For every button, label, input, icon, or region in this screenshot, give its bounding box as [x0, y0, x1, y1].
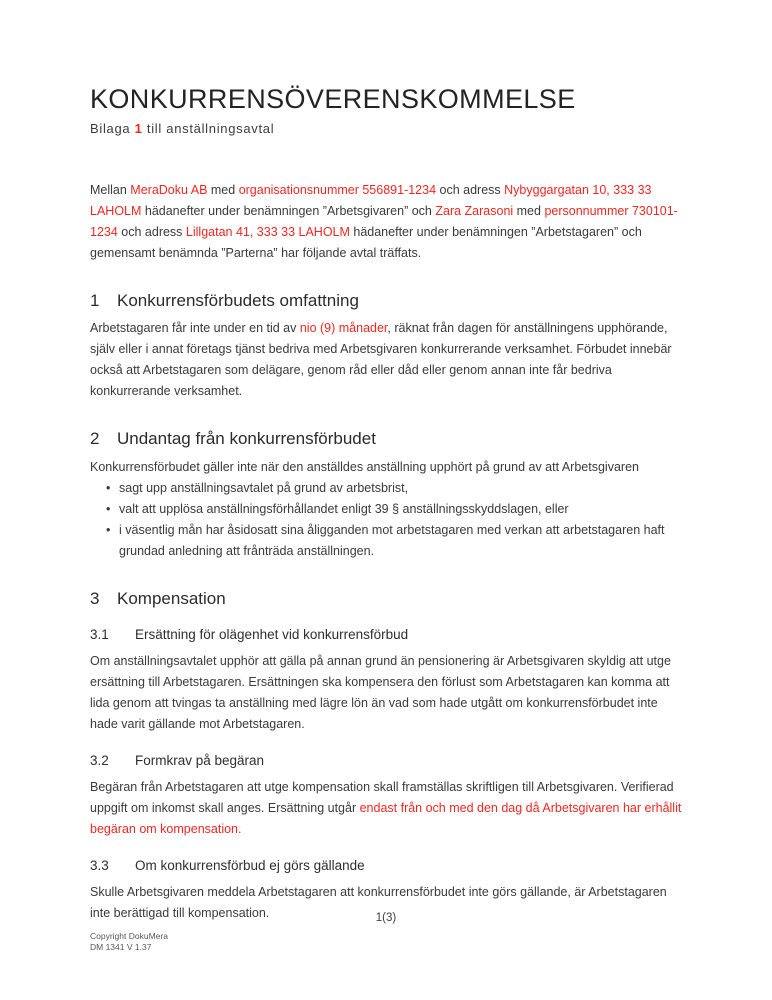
subtitle-text-pre: Bilaga: [90, 120, 135, 136]
section-2-paragraph: Konkurrensförbudet gäller inte när den anställdes anställning upphört på grund av att Arbetsgivaren: [90, 459, 639, 474]
text-segment: Begäran från Arbetstagaren att utge kompensation skall framställas skriftligen till Arbetsgivaren. Verifierad uppgift om inkomst skall anges. Ersättning utgår: [90, 779, 674, 815]
text-segment: Mellan: [90, 182, 131, 197]
section-number: 2: [90, 429, 100, 449]
section-heading-text: Kompensation: [117, 588, 226, 608]
subsection-heading-text: Om konkurrensförbud ej görs gällande: [135, 857, 365, 873]
exceptions-list: [90, 478, 684, 562]
subsection-number: 3.1: [90, 627, 109, 643]
section-heading-text: Undantag från konkurrensförbudet: [117, 429, 376, 449]
text-segment: och adress: [117, 224, 186, 239]
list-item: [90, 478, 684, 499]
text-segment: hädanefter under benämningen ”Arbetstagaren” och gemensamt benämnda ”Parterna” har följande avtal träffats.: [90, 224, 642, 260]
text-segment: och adress: [436, 182, 505, 197]
text-segment: hädanefter under benämningen ”Arbetsgivaren” och: [141, 203, 436, 218]
employee-name-field: Zara Zarasoni: [435, 203, 514, 218]
document-subtitle: [90, 121, 684, 136]
copyright-notice: [90, 931, 168, 952]
section-number: 1: [90, 290, 100, 310]
compensation-condition-field: endast från och med den dag då Arbetsgivaren har erhållit begäran om kompensation.: [90, 800, 682, 836]
company-name-field: MeraDoku AB: [130, 182, 208, 197]
text-segment: Arbetstagaren får inte under en tid av: [90, 321, 300, 336]
section-1-heading: [90, 291, 684, 311]
document-version: DM 1341 V 1.37: [90, 941, 152, 952]
text-segment: , räknat från dagen för anställningens upphörande, själv eller i annat företags tjänst bedriva med Arbetsgivaren konkurrerande verksamhet. Förbudet innebär också att Arbetstagaren som delägare, genom råd eller dåd eller genom annan inte får bedriva konkurrerande verksamhet.: [90, 321, 672, 399]
page-number: 1(3): [375, 912, 397, 924]
list-item-text: • i väsentlig mån har åsidosatt sina åligganden mot arbetstagaren med verkan att arbetstagaren haft grundad anledning att frånträda anställningen.: [119, 522, 665, 558]
list-item-text: • sagt upp anställningsavtalet på grund av arbetsbrist,: [119, 480, 409, 495]
section-2-heading: [90, 429, 684, 449]
duration-field: nio (9) månader: [299, 321, 388, 336]
document-page: [90, 0, 684, 924]
subsection-number: 3.2: [90, 752, 109, 768]
subsection-heading-text: Formkrav på begäran: [135, 752, 265, 768]
text-segment: med: [207, 182, 239, 197]
subsection-heading-text: Ersättning för olägenhet vid konkurrensförbud: [135, 627, 409, 643]
intro-paragraph: [90, 180, 684, 264]
section-heading-text: Konkurrensförbudets omfattning: [117, 290, 359, 310]
subtitle-text-post: till anställningsavtal: [142, 120, 275, 136]
org-number-field: organisationsnummer 556891-1234: [238, 182, 437, 197]
section-number: 3: [90, 588, 100, 608]
subsection-3-3-heading: [90, 858, 684, 875]
document-title: KONKURRENSÖVERENSKOMMELSE: [90, 84, 576, 114]
attachment-number-field: 1: [134, 120, 143, 136]
subsection-3-2-heading: [90, 753, 684, 770]
company-address-field: Nybyggargatan 10, 333 33 LAHOLM: [90, 182, 652, 218]
list-item-text: • valt att upplösa anställningsförhållandet enligt 39 § anställningsskyddslagen, eller: [119, 501, 569, 516]
employee-address-field: Lillgatan 41, 333 33 LAHOLM: [185, 224, 350, 239]
list-item: [90, 499, 684, 520]
subsection-number: 3.3: [90, 857, 109, 873]
subsection-3-1-paragraph: Om anställningsavtalet upphör att gälla på annan grund än pensionering är Arbetsgivaren skyldig att utge ersättning till Arbetstagaren. Ersättningen ska kompensera den förlust som Arbetstagaren kan komma att lida genom att tvingas ta anställning med lägre lön än vad som hade utgått om konkurrensförbudet inte hade varit gällande mot Arbetstagaren.: [90, 653, 671, 731]
subsection-3-1-heading: [90, 627, 684, 644]
section-1-paragraph: [90, 318, 684, 402]
list-item: [90, 520, 684, 562]
subsection-3-2-paragraph: [90, 777, 684, 840]
section-3-heading: [90, 589, 684, 609]
copyright-line: Copyright DokuMera: [90, 931, 168, 941]
text-segment: med: [513, 203, 545, 218]
subsection-3-3-paragraph: Skulle Arbetsgivaren meddela Arbetstagaren att konkurrensförbudet inte görs gällande, är Arbetstagaren inte berättigad till kompensation.: [90, 884, 667, 920]
personal-number-field: personnummer 730101-1234: [90, 203, 678, 239]
